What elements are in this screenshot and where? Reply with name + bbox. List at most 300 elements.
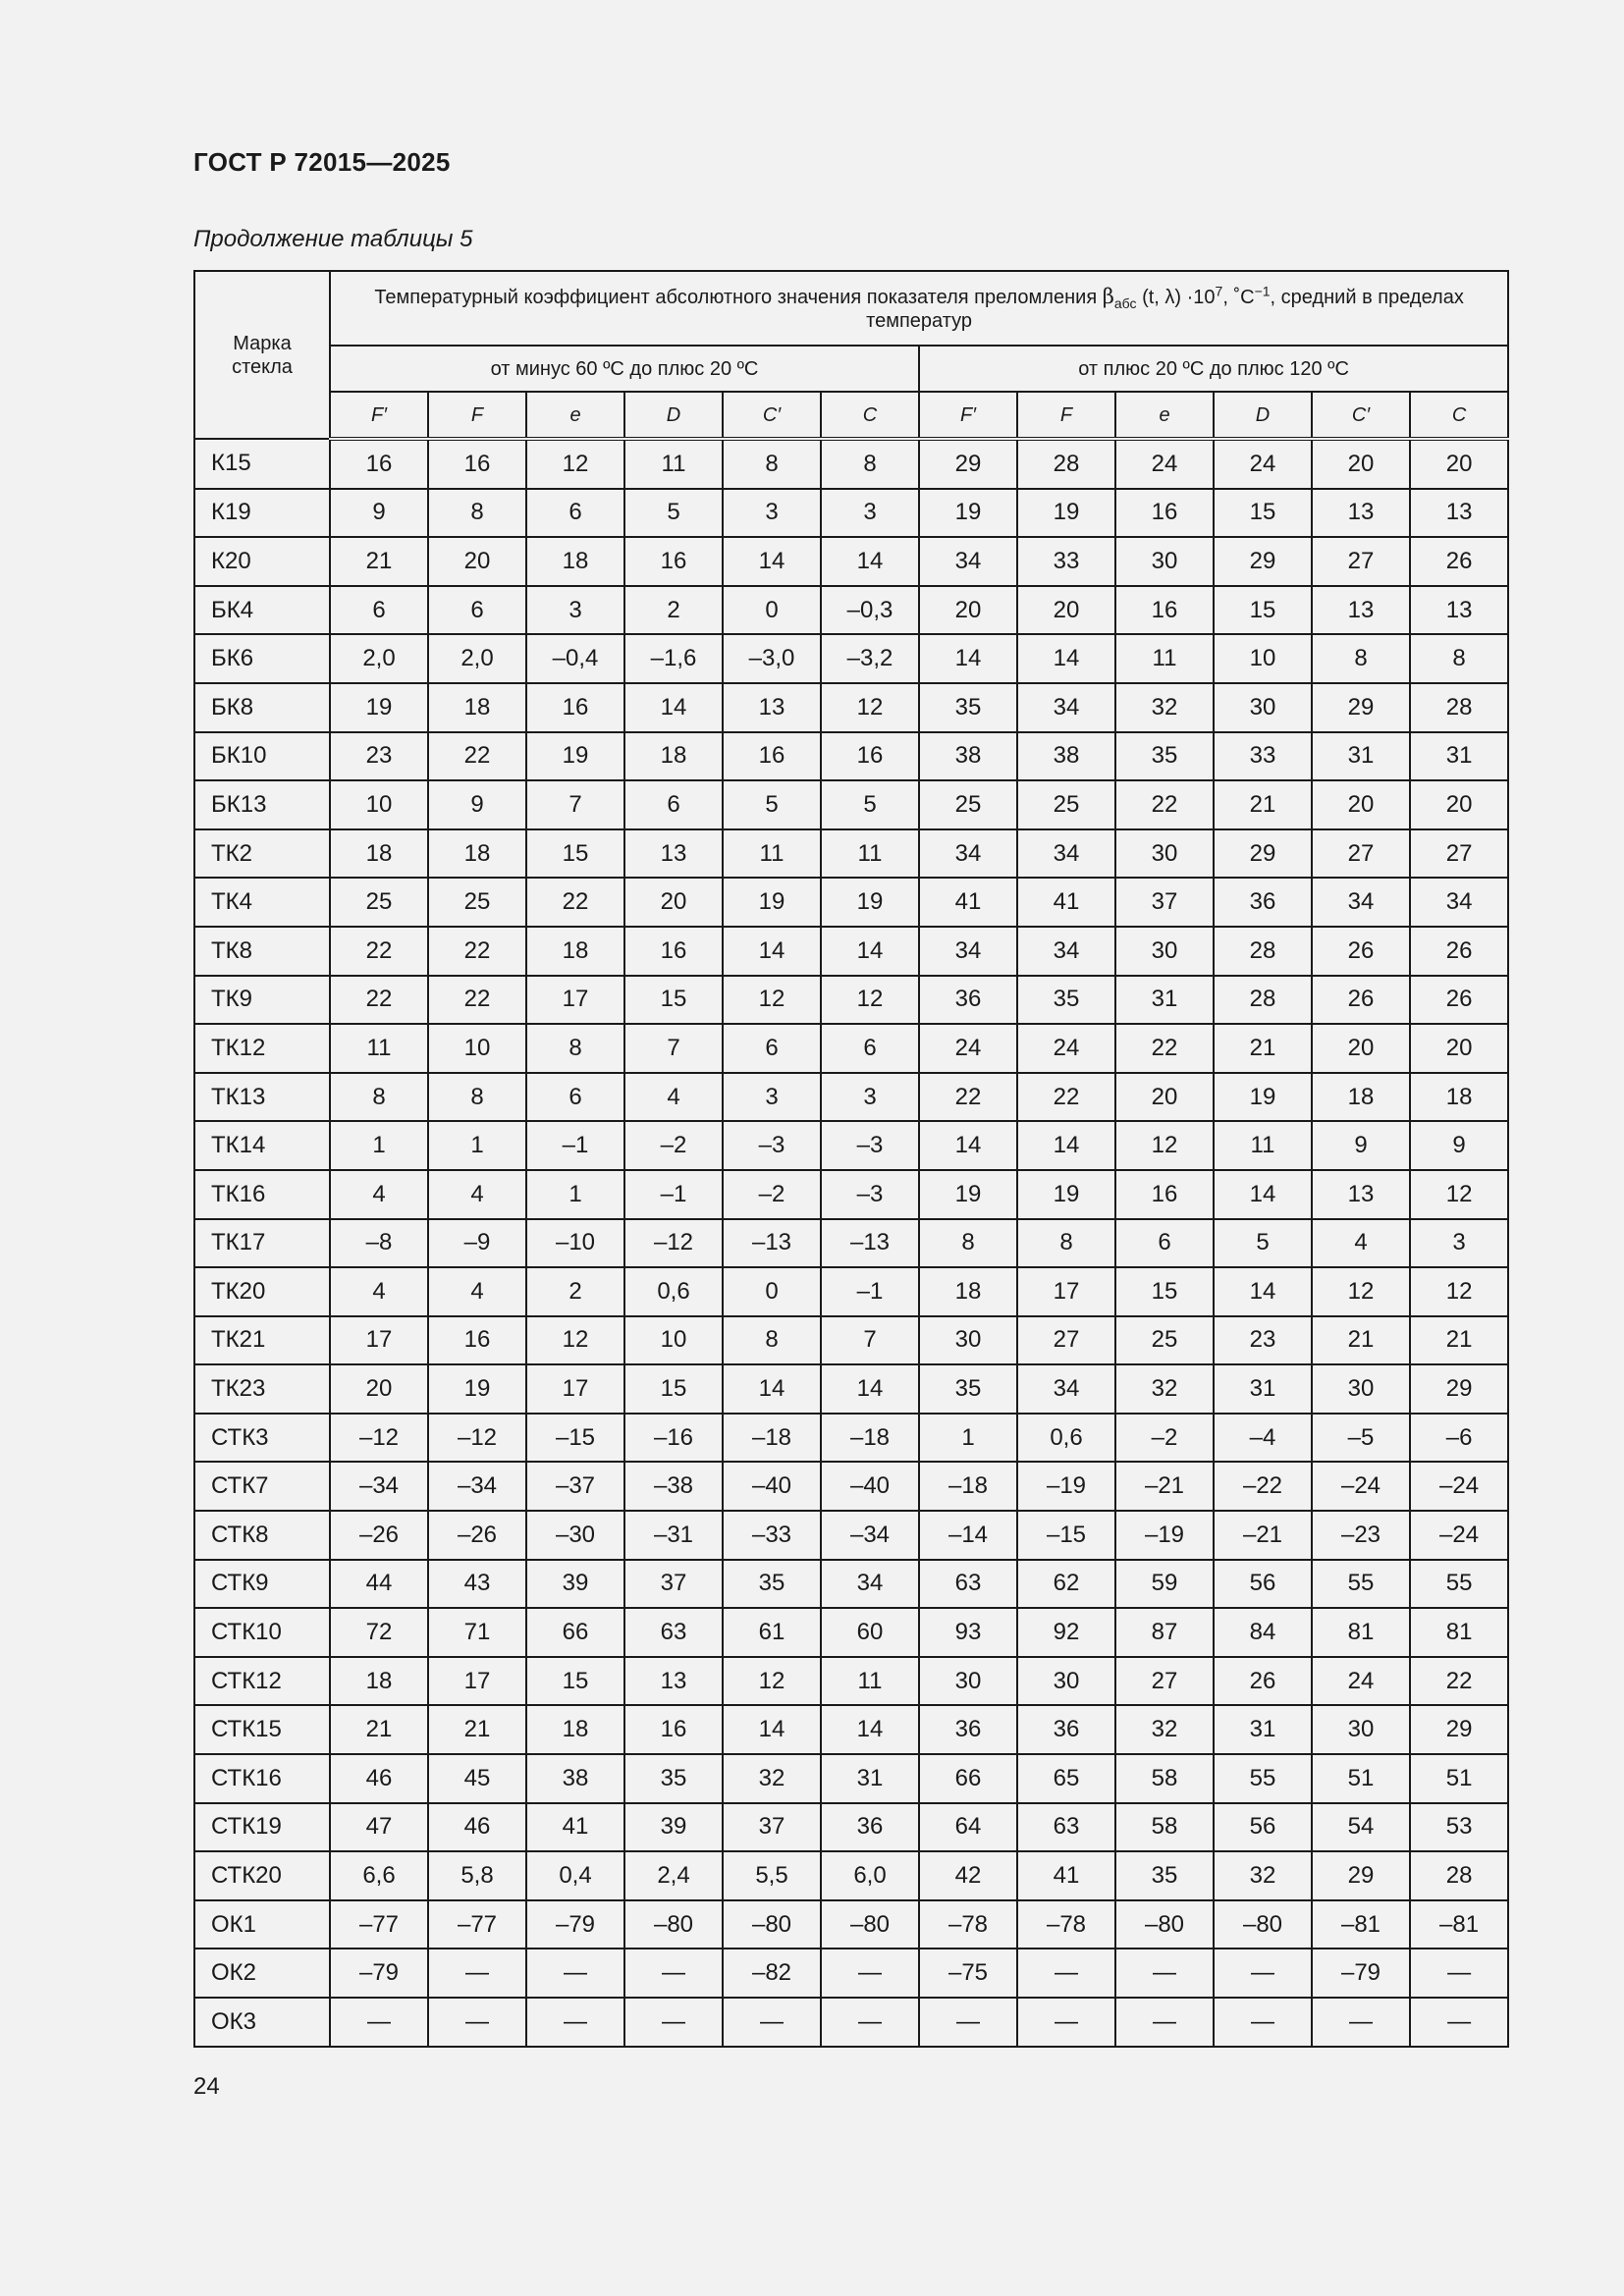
- value-cell: –18: [919, 1462, 1017, 1511]
- value-cell: 38: [526, 1754, 624, 1803]
- value-cell: —: [1214, 1998, 1312, 2047]
- value-cell: 27: [1312, 537, 1410, 586]
- value-cell: 21: [330, 537, 428, 586]
- value-cell: –0,4: [526, 634, 624, 683]
- value-cell: 55: [1214, 1754, 1312, 1803]
- value-cell: –24: [1410, 1511, 1508, 1560]
- value-cell: –19: [1115, 1511, 1214, 1560]
- value-cell: 32: [1115, 1705, 1214, 1754]
- value-cell: –0,3: [821, 586, 919, 635]
- value-cell: —: [428, 1949, 526, 1998]
- glass-mark-cell: ТК20: [194, 1267, 330, 1316]
- value-cell: 22: [1115, 780, 1214, 829]
- value-cell: 43: [428, 1560, 526, 1609]
- document-code: ГОСТ Р 72015—2025: [193, 147, 451, 177]
- value-cell: 8: [723, 1316, 821, 1365]
- value-cell: 14: [1017, 1121, 1115, 1170]
- value-cell: 5: [723, 780, 821, 829]
- table-row: [194, 1560, 1508, 1609]
- value-cell: 6: [821, 1024, 919, 1073]
- value-cell: –18: [821, 1414, 919, 1463]
- value-cell: 22: [428, 732, 526, 781]
- value-cell: –79: [330, 1949, 428, 1998]
- value-cell: 8: [821, 439, 919, 489]
- value-cell: –31: [624, 1511, 723, 1560]
- value-cell: 24: [1115, 439, 1214, 489]
- value-cell: 4: [1312, 1219, 1410, 1268]
- value-cell: 8: [919, 1219, 1017, 1268]
- value-cell: 20: [1017, 586, 1115, 635]
- value-cell: 15: [624, 1364, 723, 1414]
- value-cell: 3: [1410, 1219, 1508, 1268]
- table-row: [194, 927, 1508, 976]
- value-cell: 10: [624, 1316, 723, 1365]
- value-cell: 34: [821, 1560, 919, 1609]
- value-cell: 19: [526, 732, 624, 781]
- value-cell: 66: [526, 1608, 624, 1657]
- value-cell: 34: [1017, 829, 1115, 879]
- value-cell: 12: [723, 976, 821, 1025]
- value-cell: 8: [526, 1024, 624, 1073]
- glass-mark-cell: БК4: [194, 586, 330, 635]
- value-cell: 31: [1312, 732, 1410, 781]
- glass-mark-cell: К20: [194, 537, 330, 586]
- glass-mark-cell: СТК15: [194, 1705, 330, 1754]
- value-cell: 36: [1214, 878, 1312, 927]
- value-cell: –8: [330, 1219, 428, 1268]
- glass-mark-cell: К19: [194, 489, 330, 538]
- value-cell: 46: [428, 1803, 526, 1852]
- value-cell: 12: [1115, 1121, 1214, 1170]
- value-cell: 41: [1017, 878, 1115, 927]
- value-cell: 17: [330, 1316, 428, 1365]
- value-cell: 30: [1312, 1364, 1410, 1414]
- value-cell: 66: [919, 1754, 1017, 1803]
- value-cell: 16: [428, 439, 526, 489]
- value-cell: –1,6: [624, 634, 723, 683]
- value-cell: –30: [526, 1511, 624, 1560]
- glass-mark-cell: БК6: [194, 634, 330, 683]
- value-cell: 14: [1214, 1267, 1312, 1316]
- value-cell: 27: [1410, 829, 1508, 879]
- table-row: [194, 1949, 1508, 1998]
- value-cell: 0,6: [624, 1267, 723, 1316]
- glass-mark-cell: ТК2: [194, 829, 330, 879]
- value-cell: –12: [624, 1219, 723, 1268]
- value-cell: 6: [624, 780, 723, 829]
- value-cell: —: [1017, 1998, 1115, 2047]
- table-row: [194, 1511, 1508, 1560]
- value-cell: 29: [1410, 1364, 1508, 1414]
- value-cell: –1: [821, 1267, 919, 1316]
- value-cell: 7: [526, 780, 624, 829]
- table-row: [194, 1608, 1508, 1657]
- value-cell: –2: [1115, 1414, 1214, 1463]
- mark-header: Марка стекла: [194, 271, 330, 439]
- value-cell: 20: [1312, 1024, 1410, 1073]
- glass-mark-cell: К15: [194, 439, 330, 489]
- value-cell: 18: [428, 829, 526, 879]
- value-cell: 16: [821, 732, 919, 781]
- value-cell: 37: [624, 1560, 723, 1609]
- value-cell: 6: [428, 586, 526, 635]
- value-cell: 13: [624, 1657, 723, 1706]
- value-cell: 13: [723, 683, 821, 732]
- value-cell: 61: [723, 1608, 821, 1657]
- value-cell: 14: [919, 634, 1017, 683]
- value-cell: –10: [526, 1219, 624, 1268]
- value-cell: 23: [330, 732, 428, 781]
- value-cell: 14: [821, 1705, 919, 1754]
- value-cell: –3: [723, 1121, 821, 1170]
- value-cell: –1: [526, 1121, 624, 1170]
- coefficient-header-prefix: Температурный коэффициент абсолютного значения показателя преломления: [374, 286, 1098, 308]
- value-cell: —: [330, 1998, 428, 2047]
- value-cell: 27: [1017, 1316, 1115, 1365]
- value-cell: –3,0: [723, 634, 821, 683]
- value-cell: –15: [526, 1414, 624, 1463]
- value-cell: 28: [1410, 683, 1508, 732]
- value-cell: 26: [1410, 927, 1508, 976]
- value-cell: 3: [821, 1073, 919, 1122]
- glass-mark-cell: ТК14: [194, 1121, 330, 1170]
- value-cell: 32: [1214, 1851, 1312, 1900]
- value-cell: 13: [624, 829, 723, 879]
- value-cell: 59: [1115, 1560, 1214, 1609]
- beta-symbol: β: [1102, 284, 1114, 308]
- value-cell: 5: [1214, 1219, 1312, 1268]
- value-cell: 14: [821, 1364, 919, 1414]
- glass-mark-cell: ТК23: [194, 1364, 330, 1414]
- value-cell: 27: [1312, 829, 1410, 879]
- value-cell: 12: [723, 1657, 821, 1706]
- value-cell: 6,6: [330, 1851, 428, 1900]
- value-cell: –37: [526, 1462, 624, 1511]
- value-cell: —: [624, 1949, 723, 1998]
- table-row: [194, 1998, 1508, 2047]
- value-cell: 17: [1017, 1267, 1115, 1316]
- multiplier: ·10: [1186, 286, 1216, 308]
- value-cell: 11: [624, 439, 723, 489]
- value-cell: –13: [723, 1219, 821, 1268]
- value-cell: 39: [624, 1803, 723, 1852]
- value-cell: 56: [1214, 1803, 1312, 1852]
- value-cell: 4: [330, 1267, 428, 1316]
- value-cell: –82: [723, 1949, 821, 1998]
- value-cell: –24: [1312, 1462, 1410, 1511]
- line-header: C: [1410, 392, 1508, 439]
- value-cell: 87: [1115, 1608, 1214, 1657]
- table-body: [194, 439, 1508, 2047]
- value-cell: 22: [428, 976, 526, 1025]
- value-cell: –79: [1312, 1949, 1410, 1998]
- value-cell: 16: [624, 537, 723, 586]
- page-number: 24: [193, 2073, 220, 2100]
- table-row: [194, 1803, 1508, 1852]
- value-cell: 26: [1410, 976, 1508, 1025]
- value-cell: 0,4: [526, 1851, 624, 1900]
- value-cell: 30: [919, 1316, 1017, 1365]
- table-row: [194, 537, 1508, 586]
- line-header: e: [1115, 392, 1214, 439]
- value-cell: 12: [821, 683, 919, 732]
- value-cell: 16: [1115, 586, 1214, 635]
- value-cell: 12: [1410, 1267, 1508, 1316]
- value-cell: 10: [330, 780, 428, 829]
- value-cell: 16: [1115, 1170, 1214, 1219]
- value-cell: 6: [526, 1073, 624, 1122]
- value-cell: 25: [330, 878, 428, 927]
- value-cell: 18: [526, 537, 624, 586]
- line-header: C: [821, 392, 919, 439]
- value-cell: 35: [1115, 1851, 1214, 1900]
- glass-mark-cell: ТК16: [194, 1170, 330, 1219]
- value-cell: –33: [723, 1511, 821, 1560]
- value-cell: 29: [1410, 1705, 1508, 1754]
- value-cell: 12: [1410, 1170, 1508, 1219]
- value-cell: –23: [1312, 1511, 1410, 1560]
- value-cell: 26: [1312, 976, 1410, 1025]
- value-cell: 19: [428, 1364, 526, 1414]
- value-cell: 9: [1312, 1121, 1410, 1170]
- value-cell: 22: [330, 927, 428, 976]
- value-cell: 36: [919, 976, 1017, 1025]
- value-cell: –6: [1410, 1414, 1508, 1463]
- value-cell: 29: [919, 439, 1017, 489]
- table-header: [194, 271, 1508, 439]
- value-cell: –80: [1214, 1900, 1312, 1949]
- table-row: [194, 1219, 1508, 1268]
- value-cell: 7: [624, 1024, 723, 1073]
- value-cell: 18: [919, 1267, 1017, 1316]
- value-cell: 3: [526, 586, 624, 635]
- value-cell: —: [526, 1949, 624, 1998]
- value-cell: –14: [919, 1511, 1017, 1560]
- value-cell: 14: [821, 537, 919, 586]
- value-cell: –3: [821, 1170, 919, 1219]
- value-cell: 5: [624, 489, 723, 538]
- glass-mark-cell: ТК4: [194, 878, 330, 927]
- glass-mark-cell: СТК20: [194, 1851, 330, 1900]
- value-cell: –81: [1312, 1900, 1410, 1949]
- glass-mark-cell: ОК1: [194, 1900, 330, 1949]
- line-header: F: [428, 392, 526, 439]
- value-cell: —: [723, 1998, 821, 2047]
- value-cell: 20: [1312, 439, 1410, 489]
- value-cell: –22: [1214, 1462, 1312, 1511]
- coefficient-header: Температурный коэффициент абсолютного значения показателя преломления $\beta_{абс}$ (t, $\lambda) \cdot 10^7$, $˚C^{-1}$, средний в пределах температур: [330, 271, 1508, 346]
- value-cell: –34: [428, 1462, 526, 1511]
- value-cell: 30: [1115, 829, 1214, 879]
- value-cell: 34: [919, 927, 1017, 976]
- value-cell: –21: [1115, 1462, 1214, 1511]
- value-cell: 92: [1017, 1608, 1115, 1657]
- value-cell: 32: [1115, 683, 1214, 732]
- glass-mark-cell: СТК9: [194, 1560, 330, 1609]
- value-cell: 42: [919, 1851, 1017, 1900]
- value-cell: 24: [919, 1024, 1017, 1073]
- value-cell: 1: [919, 1414, 1017, 1463]
- value-cell: 46: [330, 1754, 428, 1803]
- value-cell: 39: [526, 1560, 624, 1609]
- value-cell: 5,5: [723, 1851, 821, 1900]
- value-cell: –1: [624, 1170, 723, 1219]
- value-cell: 22: [919, 1073, 1017, 1122]
- value-cell: 6,0: [821, 1851, 919, 1900]
- value-cell: 17: [526, 1364, 624, 1414]
- value-cell: 1: [428, 1121, 526, 1170]
- value-cell: 5,8: [428, 1851, 526, 1900]
- glass-mark-cell: ТК12: [194, 1024, 330, 1073]
- value-cell: 38: [919, 732, 1017, 781]
- value-cell: 17: [428, 1657, 526, 1706]
- value-cell: 16: [428, 1316, 526, 1365]
- value-cell: 34: [1017, 1364, 1115, 1414]
- value-cell: 0,6: [1017, 1414, 1115, 1463]
- value-cell: 20: [1312, 780, 1410, 829]
- value-cell: 8: [428, 489, 526, 538]
- value-cell: 1: [330, 1121, 428, 1170]
- table-row: [194, 1705, 1508, 1754]
- value-cell: 34: [919, 537, 1017, 586]
- value-cell: 14: [919, 1121, 1017, 1170]
- value-cell: 63: [1017, 1803, 1115, 1852]
- value-cell: 6: [330, 586, 428, 635]
- value-cell: 14: [1214, 1170, 1312, 1219]
- value-cell: 22: [1017, 1073, 1115, 1122]
- glass-mark-cell: СТК12: [194, 1657, 330, 1706]
- value-cell: –2: [723, 1170, 821, 1219]
- line-header: C′: [1312, 392, 1410, 439]
- value-cell: 18: [330, 1657, 428, 1706]
- value-cell: 20: [428, 537, 526, 586]
- value-cell: 16: [723, 732, 821, 781]
- value-cell: 2,4: [624, 1851, 723, 1900]
- value-cell: 24: [1017, 1024, 1115, 1073]
- value-cell: 35: [919, 683, 1017, 732]
- table-row: [194, 1121, 1508, 1170]
- table-row: [194, 1462, 1508, 1511]
- value-cell: —: [428, 1998, 526, 2047]
- value-cell: 72: [330, 1608, 428, 1657]
- value-cell: 36: [821, 1803, 919, 1852]
- value-cell: 6: [723, 1024, 821, 1073]
- value-cell: —: [1312, 1998, 1410, 2047]
- value-cell: –26: [330, 1511, 428, 1560]
- value-cell: 34: [1312, 878, 1410, 927]
- table-row: [194, 1024, 1508, 1073]
- beta-subscript: абс: [1113, 294, 1137, 311]
- table-row: [194, 1316, 1508, 1365]
- value-cell: 0: [723, 1267, 821, 1316]
- value-cell: 29: [1214, 829, 1312, 879]
- value-cell: 15: [1214, 586, 1312, 635]
- value-cell: –78: [1017, 1900, 1115, 1949]
- table-row: [194, 634, 1508, 683]
- value-cell: 27: [1115, 1657, 1214, 1706]
- value-cell: 31: [1214, 1364, 1312, 1414]
- value-cell: 9: [1410, 1121, 1508, 1170]
- value-cell: 13: [1410, 586, 1508, 635]
- value-cell: 51: [1410, 1754, 1508, 1803]
- value-cell: 19: [1017, 1170, 1115, 1219]
- value-cell: 35: [723, 1560, 821, 1609]
- value-cell: 22: [330, 976, 428, 1025]
- glass-mark-cell: СТК16: [194, 1754, 330, 1803]
- value-cell: 41: [526, 1803, 624, 1852]
- value-cell: 2,0: [428, 634, 526, 683]
- value-cell: –12: [330, 1414, 428, 1463]
- value-cell: 35: [1115, 732, 1214, 781]
- value-cell: –12: [428, 1414, 526, 1463]
- value-cell: 34: [919, 829, 1017, 879]
- value-cell: 56: [1214, 1560, 1312, 1609]
- glass-mark-cell: ОК2: [194, 1949, 330, 1998]
- value-cell: 18: [428, 683, 526, 732]
- table-row: [194, 732, 1508, 781]
- value-cell: —: [919, 1998, 1017, 2047]
- table-row: [194, 878, 1508, 927]
- value-cell: 19: [821, 878, 919, 927]
- value-cell: 0: [723, 586, 821, 635]
- value-cell: 14: [723, 927, 821, 976]
- value-cell: 28: [1214, 927, 1312, 976]
- value-cell: 29: [1312, 1851, 1410, 1900]
- value-cell: 21: [1214, 780, 1312, 829]
- value-cell: —: [1410, 1949, 1508, 1998]
- value-cell: 55: [1410, 1560, 1508, 1609]
- value-cell: 25: [1115, 1316, 1214, 1365]
- value-cell: 8: [1017, 1219, 1115, 1268]
- value-cell: 6: [1115, 1219, 1214, 1268]
- value-cell: 33: [1214, 732, 1312, 781]
- value-cell: 16: [624, 1705, 723, 1754]
- value-cell: —: [1115, 1998, 1214, 2047]
- value-cell: 19: [723, 878, 821, 927]
- value-cell: 30: [1214, 683, 1312, 732]
- value-cell: 28: [1214, 976, 1312, 1025]
- value-cell: 60: [821, 1608, 919, 1657]
- value-cell: –15: [1017, 1511, 1115, 1560]
- value-cell: 21: [1312, 1316, 1410, 1365]
- value-cell: 8: [428, 1073, 526, 1122]
- coefficient-header-suffix: , средний в пределах температур: [866, 286, 1464, 332]
- table-row: [194, 489, 1508, 538]
- value-cell: 14: [723, 537, 821, 586]
- value-cell: 38: [1017, 732, 1115, 781]
- value-cell: 6: [526, 489, 624, 538]
- value-cell: 11: [1214, 1121, 1312, 1170]
- glass-mark-cell: СТК10: [194, 1608, 330, 1657]
- value-cell: 21: [1410, 1316, 1508, 1365]
- value-cell: 34: [1017, 927, 1115, 976]
- value-cell: 36: [1017, 1705, 1115, 1754]
- line-header: e: [526, 392, 624, 439]
- value-cell: 22: [1115, 1024, 1214, 1073]
- value-cell: –3: [821, 1121, 919, 1170]
- glass-mark-cell: СТК19: [194, 1803, 330, 1852]
- table-row: [194, 586, 1508, 635]
- value-cell: 19: [330, 683, 428, 732]
- value-cell: 15: [526, 1657, 624, 1706]
- value-cell: –24: [1410, 1462, 1508, 1511]
- value-cell: 30: [1312, 1705, 1410, 1754]
- table-row: [194, 976, 1508, 1025]
- value-cell: 34: [1017, 683, 1115, 732]
- value-cell: 16: [1115, 489, 1214, 538]
- value-cell: 19: [1214, 1073, 1312, 1122]
- value-cell: 21: [330, 1705, 428, 1754]
